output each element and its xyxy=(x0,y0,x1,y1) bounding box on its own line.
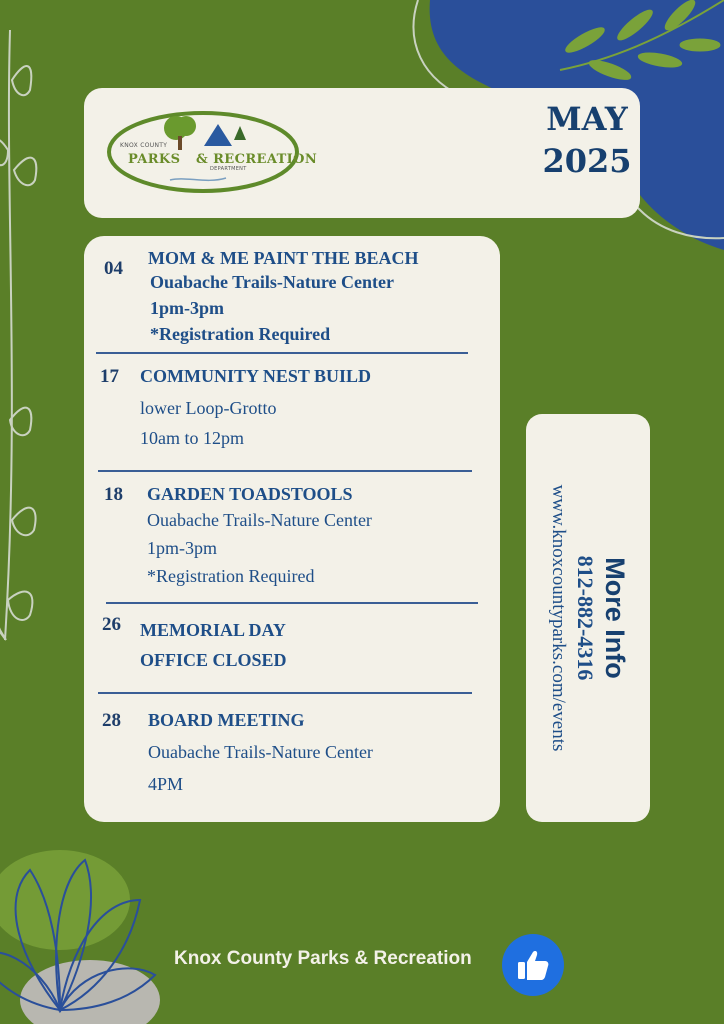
event-day: 26 xyxy=(102,614,121,635)
logo-parks-text: PARKS xyxy=(128,152,181,167)
event-time: 4PM xyxy=(148,774,184,794)
event-note: *Registration Required xyxy=(150,324,331,344)
divider xyxy=(98,692,472,694)
logo-department-text: DEPARTMENT xyxy=(210,166,247,172)
event-time: 1pm-3pm xyxy=(147,538,217,558)
divider xyxy=(106,602,478,604)
event-location: Ouabache Trails-Nature Center xyxy=(150,272,394,292)
event-location: Ouabache Trails-Nature Center xyxy=(148,742,373,762)
event-day: 17 xyxy=(100,366,119,387)
more-info-title: More Info xyxy=(600,557,630,679)
website-link[interactable]: www.knoxcountyparks.com/events xyxy=(548,484,569,752)
event-location: lower Loop-Grotto xyxy=(140,398,277,418)
left-vine xyxy=(0,30,36,640)
event-location: Ouabache Trails-Nature Center xyxy=(147,510,372,530)
event-title: COMMUNITY NEST BUILD xyxy=(140,366,372,386)
month-name: MAY xyxy=(546,100,628,138)
thumbs-up-icon xyxy=(515,947,551,983)
events-card xyxy=(84,236,500,822)
year: 2025 xyxy=(542,142,632,180)
event-title: BOARD MEETING xyxy=(148,710,305,730)
event-day: 28 xyxy=(102,710,121,731)
more-info-card xyxy=(526,414,650,822)
divider xyxy=(96,352,468,354)
event-title: MEMORIAL DAY xyxy=(140,620,286,640)
event-note: OFFICE CLOSED xyxy=(140,650,287,670)
footer-text: Knox County Parks & Recreation xyxy=(174,948,472,969)
event-day: 18 xyxy=(104,484,123,505)
divider xyxy=(98,470,472,472)
more-info-rotated xyxy=(545,485,631,752)
header-card xyxy=(84,88,640,218)
event-time: 1pm-3pm xyxy=(150,298,225,318)
flower-decoration xyxy=(0,850,160,1024)
phone-number[interactable]: 812-882-4316 xyxy=(573,555,598,681)
event-note: *Registration Required xyxy=(147,566,315,586)
like-button[interactable] xyxy=(502,934,564,996)
logo-recreation-text: & RECREATION xyxy=(196,152,318,167)
event-title: GARDEN TOADSTOOLS xyxy=(147,484,353,504)
month-heading xyxy=(542,98,632,182)
event-day: 04 xyxy=(104,258,123,279)
event-time: 10am to 12pm xyxy=(140,428,244,448)
logo-county-text: KNOX COUNTY xyxy=(120,142,168,149)
event-title: MOM & ME PAINT THE BEACH xyxy=(148,248,419,268)
